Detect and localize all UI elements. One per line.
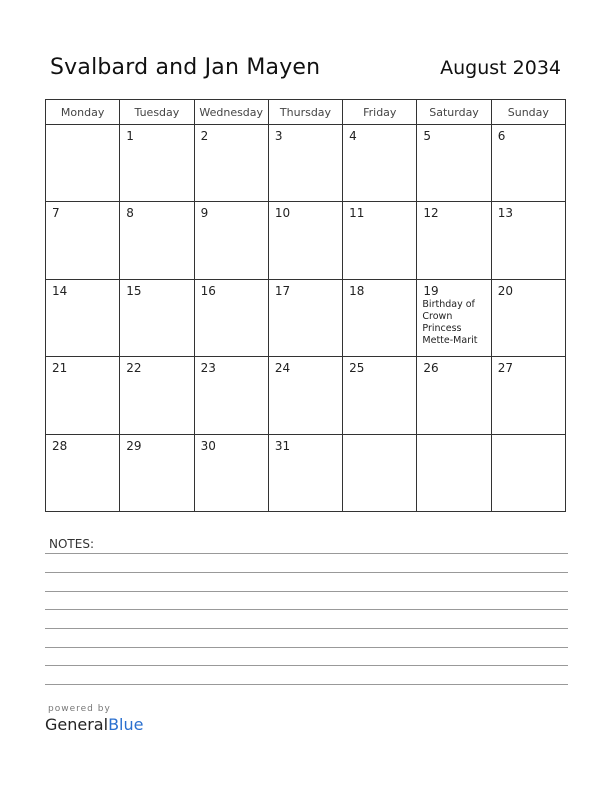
notes-line [45,553,568,554]
day-number: 3 [274,129,283,143]
day-number [46,125,119,129]
calendar-day-cell [491,434,565,511]
day-number: 8 [126,206,134,221]
day-number: 4 [349,129,357,143]
day-number: 9 [200,206,209,221]
day-number: 28 [52,438,68,453]
calendar-day-cell [46,125,120,202]
calendar-day-cell [194,125,268,202]
day-number: 19 [423,283,439,298]
calendar-week-row [46,357,566,434]
calendar-day-cell [194,202,268,279]
day-number: 2 [200,129,209,143]
powered-by-text: powered by [48,704,111,714]
calendar-day-cell [46,279,120,356]
day-number: 20 [497,283,513,298]
calendar-week-row [46,202,566,279]
calendar-day-cell [343,434,417,511]
weekday-header-row [46,100,566,125]
calendar-grid [45,99,566,512]
calendar-day-cell [120,434,194,511]
calendar-day-cell [417,279,491,356]
day-number: 1 [126,129,134,143]
notes-line [45,591,568,592]
notes-line [45,684,568,685]
calendar-day-cell [120,357,194,434]
day-number: 16 [200,283,216,298]
calendar-day-cell [46,434,120,511]
weekday-header: Sunday [491,100,565,125]
calendar-day-cell [343,279,417,356]
day-number: 27 [497,361,513,376]
calendar-day-cell [268,357,342,434]
calendar-day-cell [417,125,491,202]
day-number: 10 [274,206,291,221]
weekday-header: Thursday [268,100,342,125]
calendar-day-cell [417,434,491,511]
day-number [343,435,416,439]
notes-label: NOTES: [49,537,94,551]
calendar-day-cell [194,279,268,356]
calendar-day-cell [194,357,268,434]
day-number: 21 [52,361,68,376]
weekday-header: Saturday [417,100,491,125]
day-number: 6 [497,129,506,143]
brand-general: General [45,715,109,734]
calendar-week-row [46,434,566,511]
weekday-header: Monday [46,100,120,125]
day-number: 5 [423,129,432,143]
day-number: 17 [274,283,291,298]
brand-blue: Blue [108,715,144,734]
calendar-day-cell [417,357,491,434]
calendar-day-cell [120,279,194,356]
day-number: 29 [126,438,142,453]
day-number: 26 [423,361,439,376]
day-number: 11 [349,206,365,221]
day-number [492,435,565,439]
day-number: 13 [497,206,513,221]
day-number: 12 [423,206,439,221]
day-number: 30 [200,438,216,453]
day-number: 15 [126,283,142,298]
generalblue-logo [45,704,143,734]
holiday-label-line: Princess [422,322,462,334]
calendar-day-cell [417,202,491,279]
calendar-day-cell [46,202,120,279]
day-number: 7 [52,206,60,221]
calendar-week-row [46,125,566,202]
day-number [417,435,490,439]
calendar-day-cell [343,202,417,279]
holiday-label-line: Crown [422,310,453,322]
weekday-header: Friday [343,100,417,125]
brand-name [45,715,143,734]
day-number: 14 [52,283,68,298]
calendar-day-cell [491,279,565,356]
weekday-header: Wednesday [194,100,268,125]
notes-line [45,572,568,573]
calendar-day-cell [491,202,565,279]
day-number: 24 [274,361,291,376]
day-number: 31 [274,438,291,453]
calendar-day-cell [120,202,194,279]
holiday-label [417,298,490,347]
notes-line [45,647,568,648]
calendar-month-title: August 2034 [440,57,561,79]
notes-line [45,609,568,610]
calendar-day-cell [343,125,417,202]
calendar-day-cell [120,125,194,202]
calendar-country-title: Svalbard and Jan Mayen [50,55,321,80]
calendar-day-cell [268,279,342,356]
calendar-day-cell [491,357,565,434]
holiday-label-line: Mette-Marit [422,334,478,346]
holiday-label-line: Birthday of [422,298,475,310]
calendar-day-cell [268,125,342,202]
day-number: 23 [200,361,216,376]
day-number: 22 [126,361,142,376]
calendar-day-cell [491,125,565,202]
calendar-day-cell [194,434,268,511]
day-number: 25 [349,361,365,376]
notes-line [45,628,568,629]
weekday-header: Tuesday [120,100,194,125]
notes-line [45,665,568,666]
calendar-day-cell [46,357,120,434]
calendar-day-cell [268,434,342,511]
calendar-day-cell [343,357,417,434]
calendar-week-row [46,279,566,356]
day-number: 18 [349,283,365,298]
calendar-day-cell [268,202,342,279]
